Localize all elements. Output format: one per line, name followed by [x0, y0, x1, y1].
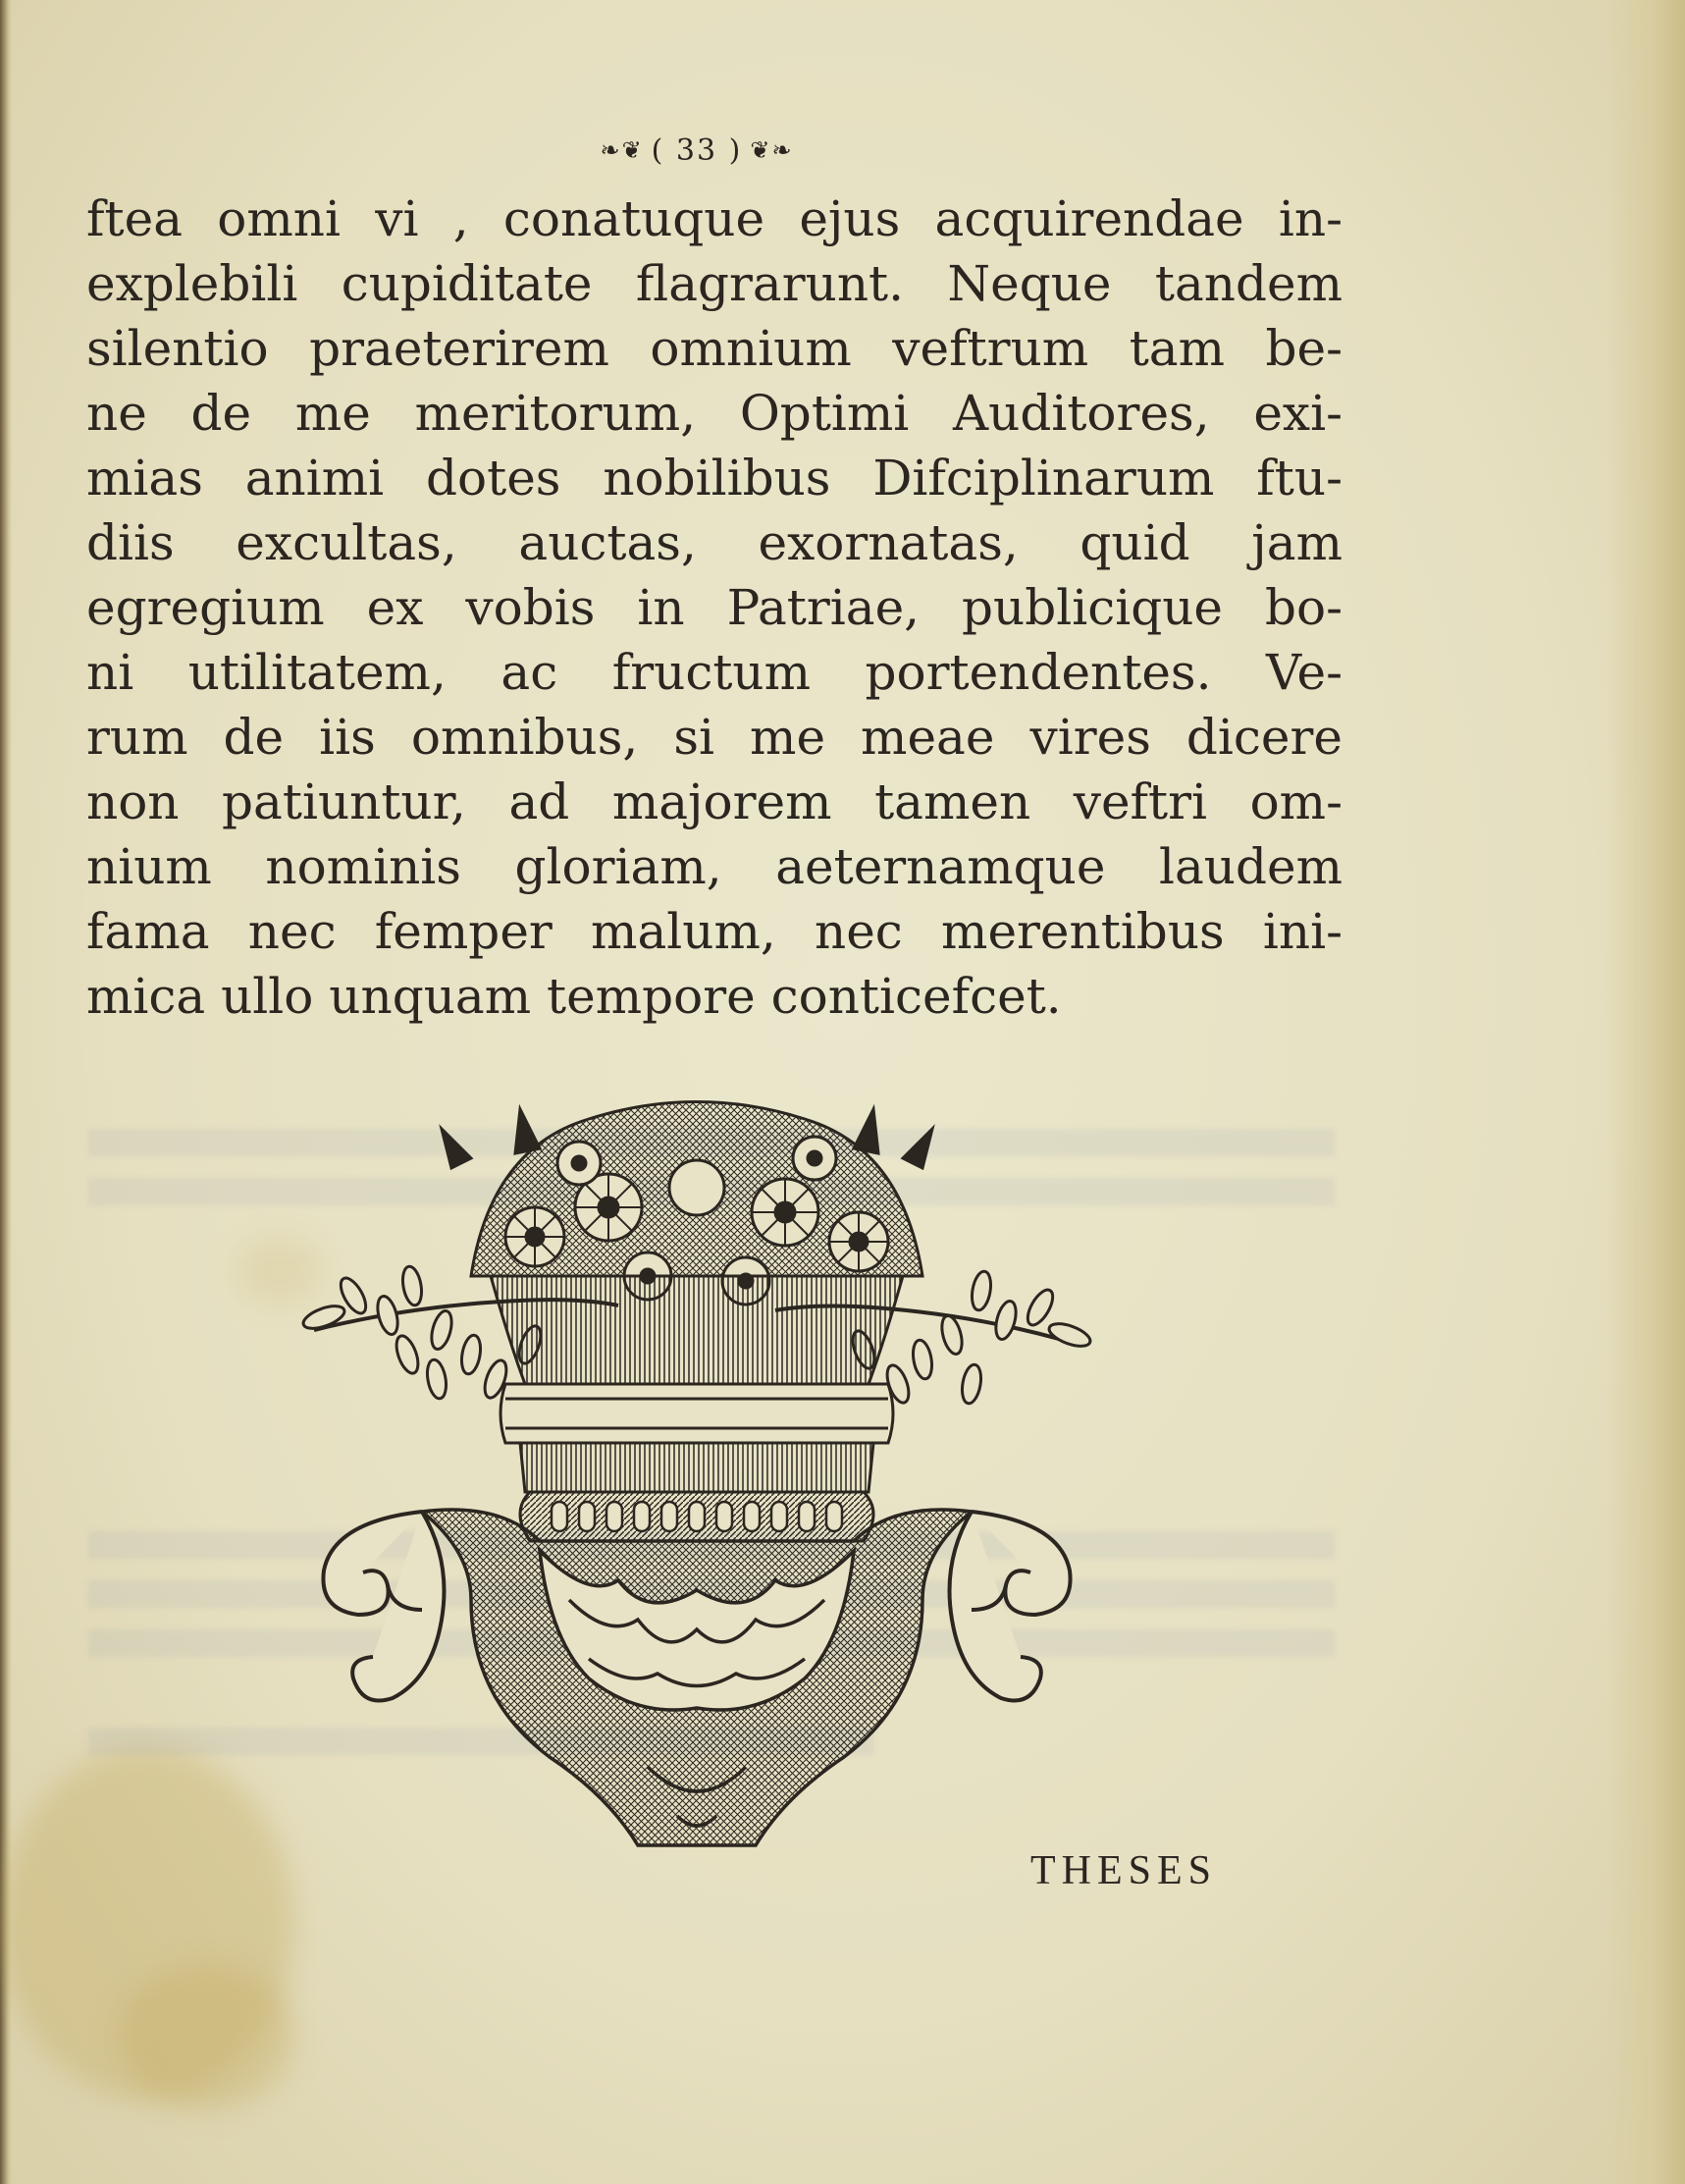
text-line: mias animi dotes nobilibus Difciplinarum ftu- [86, 450, 1343, 506]
text-line: diis excultas, auctas, exornatas, quid jam [86, 514, 1343, 571]
text-line: ftea omni vi , conatuque ejus acquirendae in- [86, 190, 1343, 247]
basket [491, 1276, 903, 1541]
paper-stain [118, 1963, 294, 2110]
text-line: fama nec femper malum, nec merentibus ini- [86, 903, 1343, 960]
catchword: THESES [1030, 1848, 1218, 1893]
text-line: ni utilitatem, ac fructum portendentes. Ve- [86, 644, 1343, 701]
text-line: nium nominis gloriam, aeternamque laudem [86, 838, 1343, 895]
text-line: egregium ex vobis in Patriae, publicique bo- [86, 579, 1343, 636]
text-line: silentio praeterirem omnium veftrum tam be- [86, 320, 1343, 377]
text-line: ne de me meritorum, Optimi Auditores, exi- [86, 385, 1343, 442]
text-line: non patiuntur, ad majorem tamen veftri om- [86, 773, 1343, 830]
flower-crown [442, 1102, 932, 1305]
text-line: explebili cupiditate flagrarunt. Neque tandem [86, 255, 1343, 312]
right-fleuron-icon: ❦❧ [750, 136, 794, 164]
right-scroll [950, 1512, 1071, 1701]
left-scroll [323, 1512, 444, 1701]
page-number: ( 33 ) [651, 133, 743, 168]
left-fleuron-icon: ❧❦ [600, 136, 644, 164]
text-line: mica ullo unquam tempore conticefcet. [86, 968, 1062, 1025]
text-line: rum de iis omnibus, si me meae vires dicere [86, 709, 1343, 766]
body-paragraph [86, 186, 1343, 1029]
flower-basket-woodcut-icon [294, 1090, 1099, 1855]
page-header [550, 126, 844, 175]
pedestal [422, 1510, 972, 1845]
